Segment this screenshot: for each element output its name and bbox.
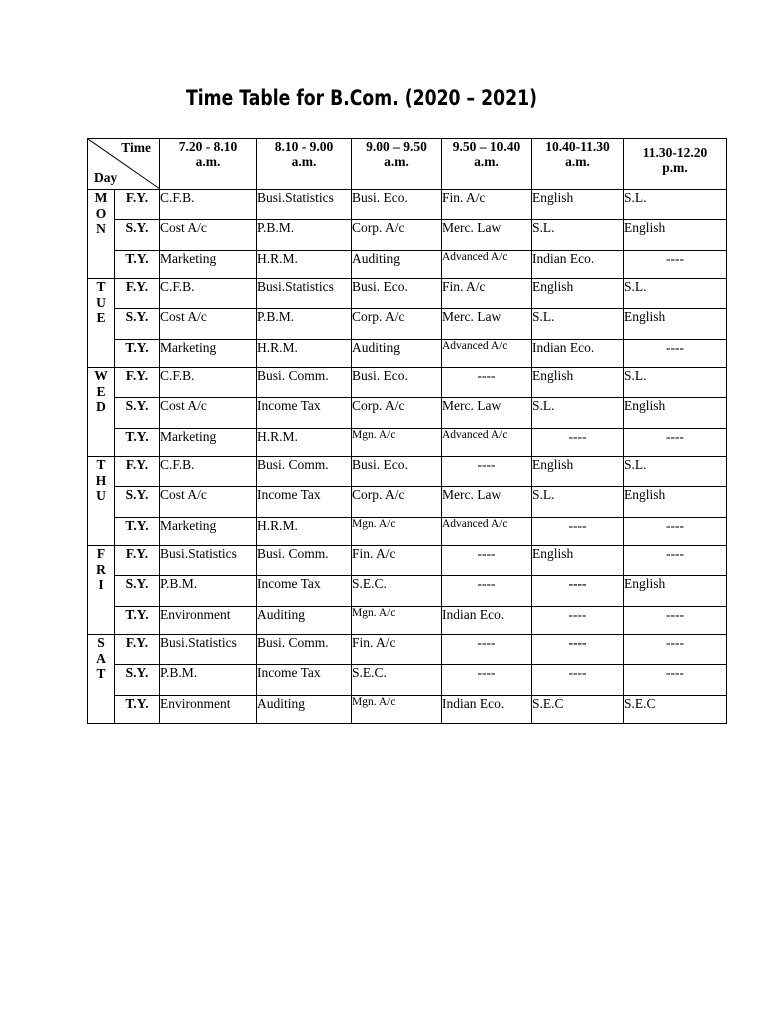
- subject-cell: P.B.M.: [257, 309, 352, 340]
- subject-cell: Busi. Eco.: [352, 457, 442, 487]
- day-letter: N: [96, 221, 106, 236]
- day-letter: U: [96, 294, 106, 310]
- subject-cell: English: [532, 279, 624, 309]
- year-cell: S.Y.: [115, 398, 160, 429]
- subject-cell: English: [624, 309, 727, 340]
- subject-cell: Busi. Eco.: [352, 368, 442, 398]
- subject-cell: P.B.M.: [160, 576, 257, 607]
- subject-cell: ----: [532, 665, 624, 696]
- subject-cell: ----: [442, 576, 532, 607]
- year-cell: S.Y.: [115, 309, 160, 340]
- timetable-row: [88, 518, 727, 546]
- day-letter: D: [96, 399, 106, 414]
- timetable-row: [88, 487, 727, 518]
- subject-cell: Busi. Comm.: [257, 546, 352, 576]
- subject-cell: ----: [624, 607, 727, 635]
- subject-cell: Income Tax: [257, 665, 352, 696]
- subject-cell: ----: [624, 518, 727, 546]
- time-label: Time: [121, 140, 151, 155]
- subject-cell: Mgn. A/c: [352, 429, 442, 457]
- subject-cell: Cost A/c: [160, 220, 257, 251]
- year-cell: F.Y.: [115, 279, 160, 309]
- day-cell: [88, 546, 115, 635]
- subject-cell: Cost A/c: [160, 309, 257, 340]
- timetable-row: [88, 429, 727, 457]
- timetable-row: [88, 696, 727, 724]
- year-cell: S.Y.: [115, 665, 160, 696]
- day-letter: M: [94, 190, 108, 205]
- subject-cell: Indian Eco.: [532, 251, 624, 279]
- day-letter: E: [96, 310, 106, 325]
- subject-cell: H.R.M.: [257, 340, 352, 368]
- timetable-row: [88, 398, 727, 429]
- time-slot-header: 8.10 - 9.00 a.m.: [257, 139, 352, 190]
- year-cell: S.Y.: [115, 576, 160, 607]
- subject-cell: C.F.B.: [160, 279, 257, 309]
- subject-cell: Busi.Statistics: [257, 279, 352, 309]
- day-letter: I: [98, 577, 104, 592]
- subject-cell: Corp. A/c: [352, 309, 442, 340]
- day-cell: [88, 190, 115, 279]
- subject-cell: Advanced A/c: [442, 429, 532, 457]
- day-letter: H: [95, 472, 107, 488]
- subject-cell: ----: [532, 635, 624, 665]
- page-title: Time Table for B.Com. (2020 – 2021): [186, 86, 537, 110]
- subject-cell: Mgn. A/c: [352, 607, 442, 635]
- subject-cell: Merc. Law: [442, 398, 532, 429]
- subject-cell: Environment: [160, 607, 257, 635]
- subject-cell: English: [624, 576, 727, 607]
- subject-cell: English: [532, 546, 624, 576]
- day-cell: [88, 635, 115, 724]
- subject-cell: English: [624, 398, 727, 429]
- subject-cell: ----: [442, 665, 532, 696]
- subject-cell: S.L.: [624, 279, 727, 309]
- subject-cell: Fin. A/c: [352, 546, 442, 576]
- subject-cell: S.L.: [532, 220, 624, 251]
- day-letter: R: [96, 561, 106, 577]
- subject-cell: ----: [532, 576, 624, 607]
- subject-cell: H.R.M.: [257, 251, 352, 279]
- year-cell: T.Y.: [115, 607, 160, 635]
- subject-cell: ----: [442, 368, 532, 398]
- timetable-row: [88, 220, 727, 251]
- year-cell: F.Y.: [115, 457, 160, 487]
- timetable-row: [88, 309, 727, 340]
- day-letter: F: [96, 546, 106, 561]
- subject-cell: Indian Eco.: [442, 607, 532, 635]
- subject-cell: Busi.Statistics: [160, 635, 257, 665]
- subject-cell: ----: [532, 429, 624, 457]
- subject-cell: S.L.: [532, 309, 624, 340]
- subject-cell: Auditing: [257, 607, 352, 635]
- day-letter: S: [97, 635, 105, 650]
- subject-cell: Auditing: [257, 696, 352, 724]
- subject-cell: Mgn. A/c: [352, 518, 442, 546]
- header-row: [88, 139, 727, 190]
- subject-cell: Busi. Comm.: [257, 635, 352, 665]
- subject-cell: ----: [624, 340, 727, 368]
- subject-cell: Indian Eco.: [532, 340, 624, 368]
- timetable-row: [88, 457, 727, 487]
- timetable-row: [88, 635, 727, 665]
- subject-cell: P.B.M.: [257, 220, 352, 251]
- subject-cell: Auditing: [352, 340, 442, 368]
- time-slot-header: 10.40-11.30 a.m.: [532, 139, 624, 190]
- subject-cell: H.R.M.: [257, 518, 352, 546]
- subject-cell: S.L.: [624, 368, 727, 398]
- subject-cell: Fin. A/c: [352, 635, 442, 665]
- time-slot-header: 7.20 - 8.10 a.m.: [160, 139, 257, 190]
- timetable-row: [88, 368, 727, 398]
- day-letter: T: [96, 666, 106, 681]
- subject-cell: ----: [624, 665, 727, 696]
- subject-cell: Cost A/c: [160, 487, 257, 518]
- year-cell: S.Y.: [115, 220, 160, 251]
- subject-cell: ----: [442, 546, 532, 576]
- subject-cell: Fin. A/c: [442, 279, 532, 309]
- subject-cell: Corp. A/c: [352, 398, 442, 429]
- subject-cell: ----: [624, 635, 727, 665]
- subject-cell: Busi.Statistics: [160, 546, 257, 576]
- subject-cell: Marketing: [160, 518, 257, 546]
- subject-cell: Merc. Law: [442, 309, 532, 340]
- subject-cell: ----: [532, 518, 624, 546]
- subject-cell: C.F.B.: [160, 457, 257, 487]
- timetable-row: [88, 546, 727, 576]
- subject-cell: Busi. Comm.: [257, 368, 352, 398]
- year-cell: F.Y.: [115, 190, 160, 220]
- subject-cell: Income Tax: [257, 398, 352, 429]
- subject-cell: ----: [442, 457, 532, 487]
- timetable: [87, 138, 727, 724]
- day-label: Day: [94, 170, 118, 185]
- subject-cell: Marketing: [160, 340, 257, 368]
- time-slot-header: 11.30-12.20 p.m.: [624, 139, 727, 190]
- subject-cell: Income Tax: [257, 487, 352, 518]
- subject-cell: S.E.C: [532, 696, 624, 724]
- timetable-row: [88, 279, 727, 309]
- subject-cell: English: [532, 457, 624, 487]
- timetable-row: [88, 251, 727, 279]
- subject-cell: Corp. A/c: [352, 220, 442, 251]
- year-cell: T.Y.: [115, 518, 160, 546]
- day-cell: [88, 457, 115, 546]
- subject-cell: H.R.M.: [257, 429, 352, 457]
- subject-cell: ----: [624, 251, 727, 279]
- day-letter: O: [95, 205, 107, 221]
- day-letter: T: [96, 457, 106, 472]
- day-cell: [88, 368, 115, 457]
- year-cell: T.Y.: [115, 429, 160, 457]
- subject-cell: Busi. Comm.: [257, 457, 352, 487]
- time-slot-header: 9.00 – 9.50 a.m.: [352, 139, 442, 190]
- subject-cell: Busi. Eco.: [352, 279, 442, 309]
- subject-cell: Environment: [160, 696, 257, 724]
- day-letter: U: [96, 488, 106, 503]
- subject-cell: ----: [624, 546, 727, 576]
- year-cell: T.Y.: [115, 340, 160, 368]
- subject-cell: Cost A/c: [160, 398, 257, 429]
- day-letter: A: [96, 650, 106, 666]
- subject-cell: English: [624, 220, 727, 251]
- subject-cell: Corp. A/c: [352, 487, 442, 518]
- timetable-row: [88, 190, 727, 220]
- subject-cell: English: [624, 487, 727, 518]
- subject-cell: Advanced A/c: [442, 251, 532, 279]
- year-cell: T.Y.: [115, 251, 160, 279]
- header-corner-cell: [88, 139, 160, 190]
- subject-cell: ----: [624, 429, 727, 457]
- subject-cell: Merc. Law: [442, 220, 532, 251]
- subject-cell: Busi. Eco.: [352, 190, 442, 220]
- day-letter: E: [96, 383, 106, 399]
- subject-cell: S.L.: [624, 190, 727, 220]
- timetable-row: [88, 576, 727, 607]
- subject-cell: S.E.C.: [352, 665, 442, 696]
- time-slot-header: 9.50 – 10.40 a.m.: [442, 139, 532, 190]
- subject-cell: ----: [442, 635, 532, 665]
- subject-cell: Busi.Statistics: [257, 190, 352, 220]
- year-cell: F.Y.: [115, 368, 160, 398]
- year-cell: F.Y.: [115, 546, 160, 576]
- day-letter: W: [94, 368, 108, 383]
- timetable-row: [88, 665, 727, 696]
- subject-cell: Marketing: [160, 251, 257, 279]
- year-cell: T.Y.: [115, 696, 160, 724]
- subject-cell: English: [532, 368, 624, 398]
- subject-cell: English: [532, 190, 624, 220]
- day-cell: [88, 279, 115, 368]
- subject-cell: C.F.B.: [160, 368, 257, 398]
- year-cell: F.Y.: [115, 635, 160, 665]
- subject-cell: Advanced A/c: [442, 340, 532, 368]
- subject-cell: S.E.C.: [352, 576, 442, 607]
- subject-cell: Merc. Law: [442, 487, 532, 518]
- subject-cell: S.L.: [624, 457, 727, 487]
- subject-cell: Advanced A/c: [442, 518, 532, 546]
- subject-cell: Fin. A/c: [442, 190, 532, 220]
- subject-cell: S.L.: [532, 487, 624, 518]
- subject-cell: P.B.M.: [160, 665, 257, 696]
- subject-cell: Auditing: [352, 251, 442, 279]
- subject-cell: Mgn. A/c: [352, 696, 442, 724]
- subject-cell: C.F.B.: [160, 190, 257, 220]
- subject-cell: ----: [532, 607, 624, 635]
- year-cell: S.Y.: [115, 487, 160, 518]
- subject-cell: Indian Eco.: [442, 696, 532, 724]
- timetable-row: [88, 607, 727, 635]
- timetable-row: [88, 340, 727, 368]
- subject-cell: S.L.: [532, 398, 624, 429]
- subject-cell: S.E.C: [624, 696, 727, 724]
- day-letter: T: [96, 279, 106, 294]
- subject-cell: Income Tax: [257, 576, 352, 607]
- subject-cell: Marketing: [160, 429, 257, 457]
